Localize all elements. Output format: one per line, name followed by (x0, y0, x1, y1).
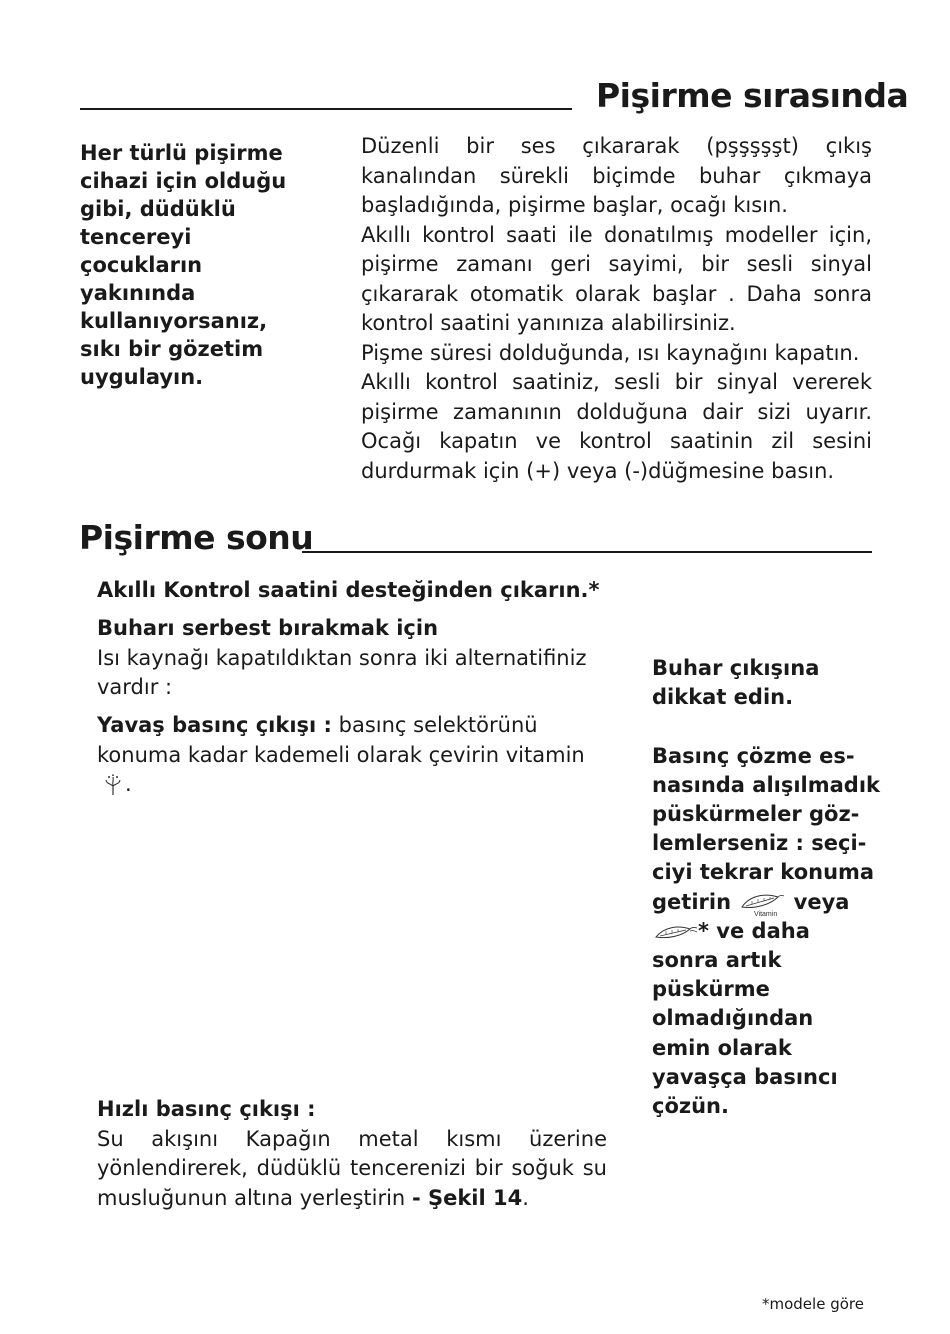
release-heading: Buharı serbest bırakmak için (97, 616, 439, 640)
release-block (97, 614, 607, 703)
warning-line: Buhar çıkışına (652, 656, 820, 680)
fast-release-label: Hızlı basınç çıkışı : (97, 1097, 316, 1121)
release-intro: Isı kaynağı kapatıldıktan sonra iki alternatifiniz vardır : (97, 645, 587, 699)
slow-release-block (97, 711, 607, 800)
note-line: emin olarak (652, 1035, 792, 1060)
note-line: çözün. (652, 1094, 729, 1119)
note-ve-daha: * ve daha (698, 918, 810, 943)
note-getirin: getirin (652, 889, 732, 914)
warning-line: dikkat edin. (652, 685, 794, 710)
paragraph-alarm: Akıllı kontrol saatiniz, sesli bir sinyal vererek pişirme zamanının dolduğuna dair sizi uyarır. Ocağı kapatın ve kontrol saatinin zil sesini durdurmak için (+) veya (-)düğmesine basın. (361, 370, 872, 483)
steam-leaf-icon (652, 921, 698, 943)
paragraph-time-done: Pişme süresi dolduğunda, ısı kaynağını kapatın. (361, 340, 860, 365)
note-line: ciyi tekrar konuma (652, 860, 875, 885)
fast-release-end: . (522, 1185, 529, 1210)
section1-side-note (80, 139, 320, 391)
note-line: sonra artık (652, 948, 782, 973)
vitamin-leaf-icon (738, 889, 786, 917)
note-line: lemlerseniz : seçi- (652, 831, 867, 856)
note-line: sıkı bir gözetim (80, 337, 264, 361)
section1-body (361, 132, 872, 486)
note-line: çocukların (80, 253, 203, 277)
note-line: yakınında (80, 281, 196, 305)
slow-release-end: . (125, 772, 132, 796)
paragraph-smart-clock: Akıllı kontrol saati ile donatılmış modeller için, pişirme zamanı geri sayimi, bir sesli sinyal çıkararak otomatik olarak başlar . Daha sonra kontrol saatini yanınıza alabilirsiniz. (361, 222, 872, 335)
note-line: nasında alışılmadık (652, 772, 880, 797)
slow-release-label: Yavaş basınç çıkışı : (97, 713, 332, 737)
section2-side-note (652, 654, 887, 1121)
section2-title: Pişirme sonu (79, 518, 314, 557)
paragraph-steam-start: Düzenli bir ses çıkararak (pşşşşşt) çıkış kanalından sürekli biçimde buhar çıkmaya başladığında, pişirme başlar, ocağı kısın. (361, 134, 872, 217)
note-line: uygulayın. (80, 365, 204, 389)
note-line: püskürmeler göz- (652, 802, 860, 826)
note-line: Basınç çözme es- (652, 743, 855, 768)
fast-release-text: Su akışını Kapağın metal kısmı üzerine yönlendirerek, düdüklü tencerenizi bir soğuk su musluğunun altına yerleştirin (97, 1126, 607, 1210)
note-line: cihazi için olduğu (80, 169, 287, 193)
remove-clock-line: Akıllı Kontrol saatini desteğinden çıkarın.* (97, 578, 600, 602)
fast-release-block (97, 1095, 607, 1213)
note-line: gibi, düdüklü (80, 197, 236, 221)
note-line: olmadığından (652, 1006, 814, 1031)
vitamin-icon-label: Vitamin (754, 910, 778, 917)
section2-rule (302, 551, 872, 553)
section1-rule (80, 108, 572, 110)
section1-title: Pişirme sırasında (596, 76, 909, 115)
note-line: tencereyi (80, 225, 192, 249)
figure-14-ref: - Şekil 14 (411, 1185, 523, 1210)
footnote: *modele göre (762, 1295, 864, 1313)
note-line-ve-daha (652, 917, 887, 946)
note-line: püskürme (652, 977, 770, 1002)
note-line: Her türlü pişirme (80, 141, 283, 165)
note-line: yavaşça basıncı (652, 1064, 838, 1089)
note-line: kullanıyorsanız, (80, 309, 268, 333)
vitamin-steam-icon (103, 774, 123, 796)
slow-release-text: basınç selektörünü konuma kadar kademeli olarak çevirin vitamin (97, 713, 585, 767)
note-veya: veya (793, 889, 850, 914)
note-line-getirin (652, 888, 887, 917)
